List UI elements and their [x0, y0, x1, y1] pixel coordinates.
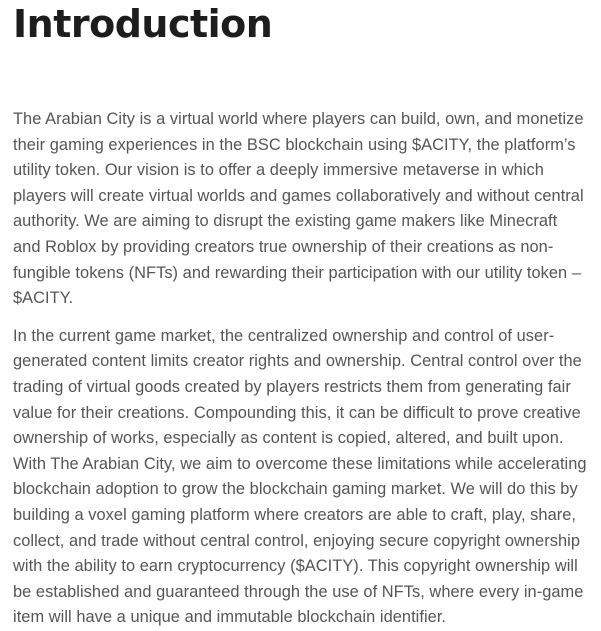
market-paragraph: In the current game market, the centralized ownership and control of user-generated content limits creator rights and ownership. Central control over the trading of virtual goods created by players restricts them from generating fair value for their creations. Compounding this, it can be difficult to prove creative ownership of works, especially as content is copied, altered, and built upon. With The Arabian City, we aim to overcome these limitations while accelerating blockchain adoption to grow the blockchain gaming market. We will do this by building a voxel gaming platform where creators are able to craft, play, share, collect, and trade without central control, enjoying secure copyright ownership with the ability to earn cryptocurrency ($ACITY). This copyright ownership will be established and guaranteed through the use of NFTs, where every in-game item will have a unique and immutable blockchain identifier.: [13, 326, 587, 627]
article: [13, 0, 589, 631]
intro-paragraph: The Arabian City is a virtual world where players can build, own, and monetize their gaming experiences in the BSC blockchain using $ACITY, the platform’s utility token. Our vision is to offer a deeply immersive metaverse in which players will create virtual worlds and games collaboratively and without central authority. We are aiming to disrupt the existing game makers like Minecraft and Roblox by providing creators true ownership of their creations as non-fungible tokens (NFTs) and rewarding their participation with our utility token – $ACITY.: [13, 110, 584, 308]
page-title: Introduction: [13, 2, 273, 46]
